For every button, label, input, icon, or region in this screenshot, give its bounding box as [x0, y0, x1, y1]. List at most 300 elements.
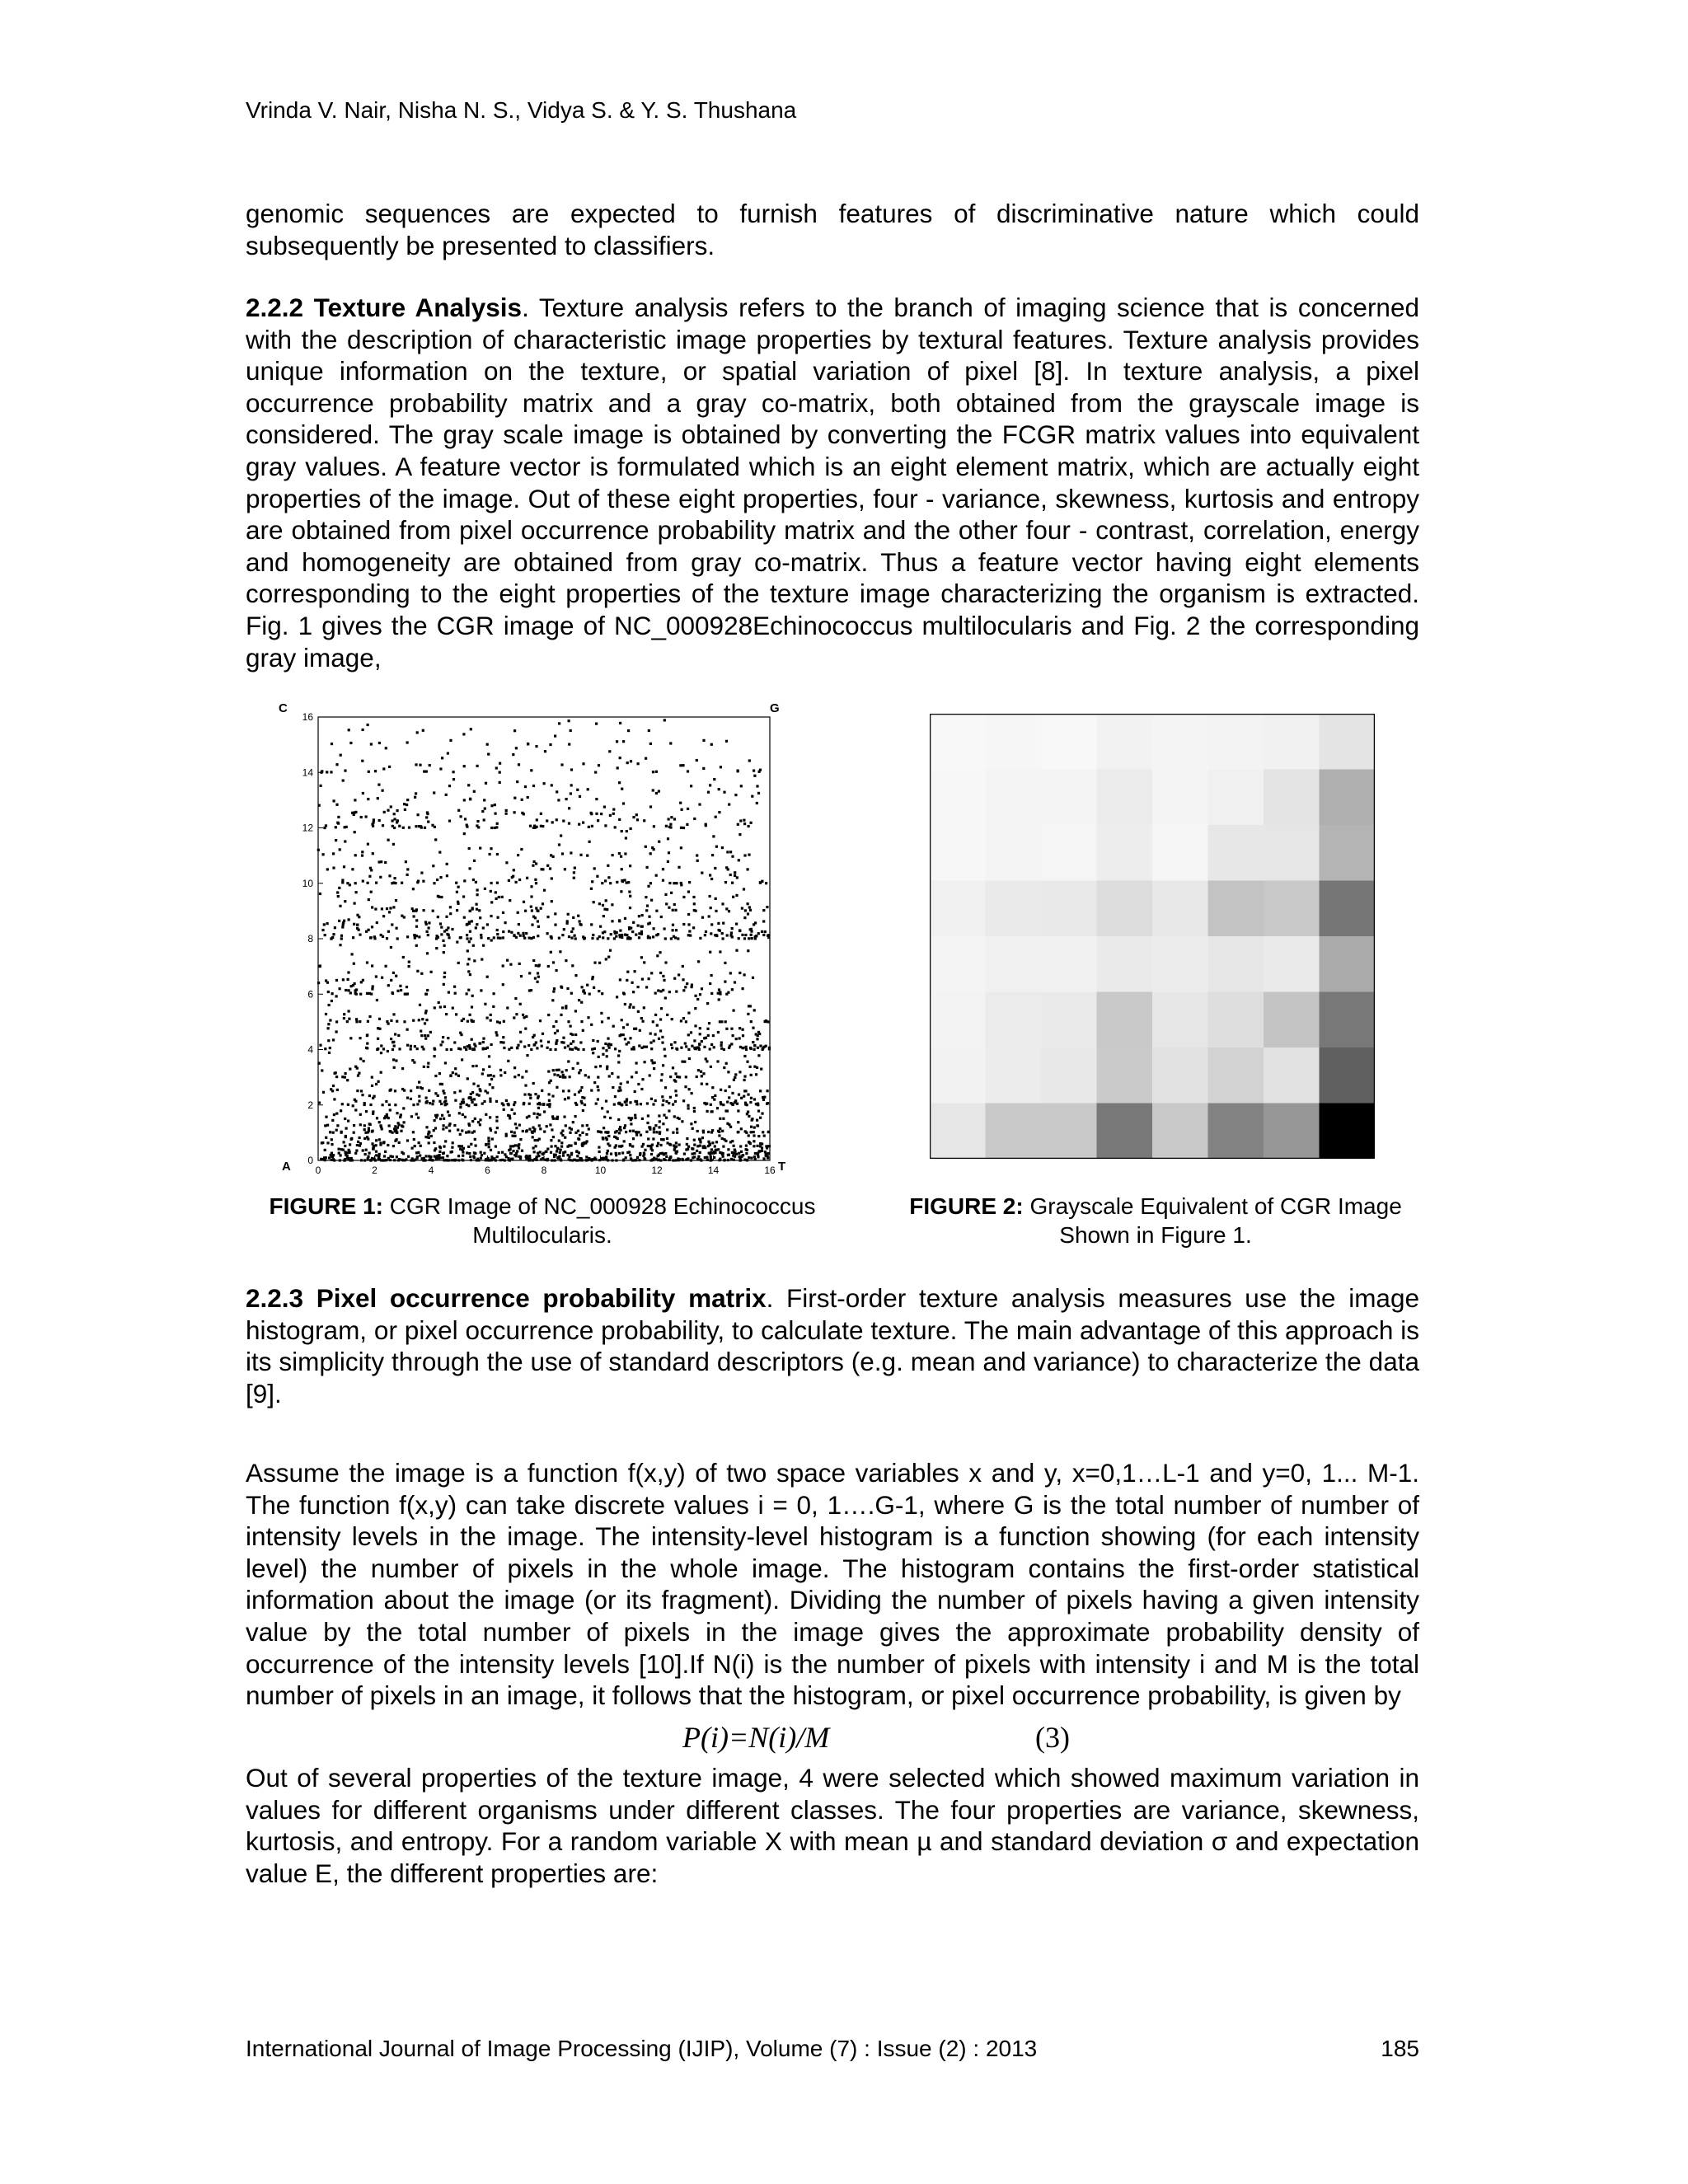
plot-point [753, 1009, 756, 1011]
plot-point [691, 1092, 693, 1094]
plot-point [755, 1103, 757, 1105]
plot-point [378, 819, 381, 822]
plot-point [655, 792, 658, 794]
plot-point [493, 992, 495, 995]
plot-point [645, 896, 647, 898]
plot-point [710, 1131, 713, 1133]
plot-point [445, 1013, 448, 1015]
plot-point [696, 854, 698, 856]
plot-point [600, 1012, 603, 1015]
plot-point [501, 896, 504, 898]
plot-point [422, 1047, 424, 1050]
plot-point [678, 1076, 681, 1078]
plot-point [532, 785, 535, 787]
plot-point [419, 1155, 421, 1157]
plot-point [673, 977, 676, 980]
plot-point [757, 1110, 760, 1113]
plot-point [556, 1069, 558, 1071]
plot-point [513, 1132, 516, 1134]
plot-point [733, 1010, 735, 1012]
plot-point [748, 937, 750, 940]
plot-point [495, 1116, 498, 1118]
plot-point [603, 915, 605, 917]
plot-point [731, 927, 734, 930]
plot-point [326, 868, 329, 870]
plot-point [425, 1097, 428, 1099]
plot-point [543, 1131, 546, 1133]
plot-point [458, 1112, 461, 1114]
plot-point [725, 1028, 728, 1030]
plot-point [360, 816, 363, 818]
plot-point [353, 963, 355, 965]
plot-point [761, 1142, 763, 1145]
plot-point [468, 1124, 471, 1127]
heatmap-cell [1264, 770, 1320, 826]
plot-point [599, 1065, 602, 1067]
plot-point [410, 1090, 412, 1092]
plot-point [701, 987, 703, 990]
plot-point [343, 865, 345, 868]
plot-point [666, 1128, 668, 1131]
plot-point [713, 1151, 715, 1153]
plot-point [322, 1091, 325, 1094]
plot-point [573, 877, 575, 879]
plot-point [335, 1076, 338, 1078]
plot-point [593, 962, 596, 964]
plot-point [629, 895, 631, 898]
plot-point [654, 992, 657, 995]
plot-point [495, 1034, 498, 1037]
plot-point [714, 1094, 716, 1097]
plot-point [389, 1130, 392, 1132]
plot-point [722, 937, 724, 940]
plot-point [727, 1148, 729, 1151]
plot-point [455, 1073, 457, 1076]
plot-point [642, 1143, 645, 1146]
plot-point [328, 1156, 331, 1159]
plot-point [443, 1124, 445, 1127]
plot-point [668, 991, 671, 993]
plot-point [587, 1016, 589, 1019]
plot-point [449, 1075, 452, 1077]
plot-point [338, 1152, 340, 1155]
plot-point [471, 1005, 473, 1008]
plot-point [410, 1045, 412, 1047]
plot-point [326, 1141, 329, 1144]
plot-point [715, 846, 718, 848]
plot-point [563, 928, 565, 930]
plot-point [750, 1020, 753, 1023]
plot-point [331, 1090, 334, 1092]
plot-point [451, 1151, 453, 1153]
heatmap-cell [1097, 1104, 1153, 1160]
plot-point [709, 1047, 711, 1050]
plot-point [406, 935, 409, 938]
plot-point [556, 1029, 559, 1032]
plot-point [382, 1104, 384, 1106]
plot-point [358, 1072, 360, 1075]
plot-point [731, 935, 734, 938]
plot-point [499, 1041, 502, 1043]
running-header: Vrinda V. Nair, Nisha N. S., Vidya S. & Y. S. Thushana [246, 97, 797, 123]
plot-point [762, 1131, 764, 1133]
plot-point [602, 1047, 604, 1049]
plot-point [744, 934, 747, 936]
plot-point [393, 1159, 396, 1161]
plot-point [457, 1075, 460, 1077]
plot-point [344, 1145, 346, 1147]
plot-point [701, 1137, 704, 1139]
plot-point [528, 1093, 530, 1095]
plot-point [336, 1089, 339, 1091]
plot-point [508, 930, 510, 933]
plot-point [744, 909, 747, 912]
plot-point [389, 1155, 392, 1157]
plot-point [740, 1151, 743, 1153]
plot-point [748, 854, 750, 856]
plot-point [618, 1086, 621, 1089]
plot-point [340, 1148, 343, 1151]
plot-point [338, 887, 340, 889]
plot-point [558, 937, 560, 940]
plot-point [731, 1103, 734, 1105]
heatmap-cell [1152, 881, 1208, 937]
plot-point [658, 1038, 660, 1040]
plot-point [654, 1033, 657, 1036]
plot-point [635, 813, 638, 816]
plot-point [627, 936, 630, 939]
plot-point [699, 993, 701, 996]
plot-point [708, 1022, 710, 1024]
plot-point [679, 802, 682, 804]
plot-point [603, 1157, 605, 1160]
plot-point [698, 1043, 701, 1046]
plot-point [509, 1148, 512, 1151]
plot-point [438, 1072, 441, 1075]
plot-point [473, 1098, 476, 1100]
heatmap-cell [1097, 770, 1153, 826]
plot-point [638, 1159, 640, 1161]
heatmap-cell [1264, 1104, 1320, 1160]
plot-point [490, 901, 493, 903]
plot-point [664, 937, 667, 940]
plot-point [740, 1127, 743, 1130]
plot-point [379, 876, 382, 879]
plot-point [568, 1090, 570, 1092]
plot-point [392, 819, 394, 822]
plot-point [502, 936, 504, 939]
plot-point [468, 940, 471, 943]
plot-point [566, 1146, 569, 1148]
plot-point [570, 1128, 573, 1131]
plot-point [339, 905, 341, 907]
heatmap-cell [930, 881, 986, 937]
plot-point [567, 1097, 570, 1099]
plot-point [729, 972, 732, 974]
plot-point [470, 728, 472, 730]
x-tick-label: 4 [428, 1165, 434, 1176]
plot-point [662, 1104, 664, 1106]
plot-point [746, 1113, 748, 1115]
plot-point [427, 1034, 429, 1037]
plot-point [639, 1029, 641, 1032]
plot-point [646, 1102, 649, 1104]
plot-point [636, 818, 639, 821]
heatmap-cell [930, 1047, 986, 1104]
plot-point [629, 1144, 631, 1146]
plot-point [575, 1151, 578, 1153]
plot-point [585, 1155, 588, 1158]
plot-point [449, 739, 452, 742]
plot-point [525, 1070, 528, 1072]
plot-point [424, 827, 426, 829]
plot-point [410, 1098, 412, 1100]
plot-point [607, 1131, 609, 1133]
plot-point [331, 743, 333, 745]
plot-point [380, 1044, 382, 1047]
plot-point [376, 921, 378, 924]
plot-point [536, 1116, 538, 1118]
plot-point [519, 935, 522, 937]
plot-point [661, 1095, 663, 1098]
plot-point [534, 977, 537, 980]
plot-point [721, 902, 724, 905]
plot-point [528, 1155, 531, 1157]
plot-point [652, 1137, 654, 1140]
plot-point [472, 879, 475, 881]
plot-point [490, 1078, 493, 1080]
plot-point [693, 1039, 696, 1042]
plot-point [655, 934, 658, 936]
plot-point [434, 1147, 437, 1150]
plot-point [331, 1000, 333, 1002]
plot-point [670, 937, 673, 940]
plot-point [710, 907, 712, 909]
plot-point [659, 1144, 662, 1146]
plot-point [688, 1088, 691, 1090]
plot-point [403, 1121, 406, 1123]
plot-point [738, 1071, 741, 1073]
plot-point [752, 1041, 754, 1043]
plot-point [462, 1147, 465, 1150]
plot-point [349, 742, 352, 744]
plot-point [655, 910, 658, 912]
plot-point [502, 912, 504, 914]
plot-point [375, 975, 377, 977]
plot-point [668, 1159, 670, 1161]
plot-point [482, 1041, 485, 1043]
plot-point [434, 1075, 437, 1077]
y-tick-label: 8 [307, 933, 313, 944]
plot-point [724, 881, 727, 883]
plot-point [537, 1103, 539, 1105]
plot-point [341, 926, 344, 928]
plot-point [711, 1141, 714, 1144]
plot-point [321, 1141, 323, 1144]
plot-point [543, 889, 546, 892]
plot-point [619, 722, 621, 724]
plot-point [443, 930, 446, 933]
plot-point [467, 1131, 470, 1133]
plot-point [346, 1020, 349, 1023]
plot-point [658, 1126, 660, 1128]
plot-point [743, 973, 746, 976]
plot-point [710, 743, 713, 746]
plot-point [551, 821, 554, 823]
plot-point [592, 934, 594, 936]
plot-point [625, 1131, 627, 1133]
plot-point [463, 879, 466, 882]
plot-point [354, 854, 357, 856]
plot-point [432, 910, 434, 912]
plot-point [534, 916, 537, 919]
heatmap-cell [1097, 992, 1153, 1048]
plot-point [716, 1060, 719, 1062]
heatmap-cell [1152, 1047, 1208, 1104]
plot-point [514, 1144, 517, 1146]
plot-point [624, 1101, 626, 1104]
plot-point [641, 914, 644, 916]
heatmap-cell [1320, 936, 1376, 992]
plot-point [546, 916, 549, 918]
heatmap-cell [1152, 714, 1208, 770]
plot-point [635, 1103, 638, 1105]
plot-point [324, 934, 326, 936]
plot-point [637, 925, 640, 927]
plot-point [663, 979, 665, 982]
plot-point [330, 937, 332, 940]
paragraph-histogram-definition: Assume the image is a function f(x,y) of two space variables x and y, x=0,1…L-1 and y=0, 1... M-1. The function f(x,y) can take discrete values i = 0, 1….G-1, where G is the total number of number of intensity levels in the image. The intensity-level histogram is a function showing (for each intensity level) the number of pixels in the whole image. The histogram contains the first-order statistical information about the image (or its fragment). Dividing the number of pixels having a given intensity value by the total number of pixels in the image gives the approximate probability density of occurrence of the intensity levels [10].If N(i) is the number of pixels with intensity i and M is the total number of pixels in an image, it follows that the histogram, or pixel occurrence probability, is given by [246, 1458, 1419, 1711]
plot-point [572, 1121, 574, 1123]
plot-point [719, 1118, 721, 1120]
plot-point [597, 1089, 599, 1091]
plot-point [663, 1055, 666, 1057]
plot-point [727, 1071, 729, 1073]
plot-point [392, 1048, 394, 1051]
plot-point [515, 747, 518, 749]
plot-point [462, 895, 465, 898]
plot-point [387, 1023, 390, 1025]
plot-point [577, 1137, 579, 1140]
plot-point [637, 1010, 640, 1013]
plot-point [344, 840, 346, 842]
x-tick-label: 8 [541, 1165, 547, 1176]
plot-point [375, 882, 377, 884]
plot-point [471, 1065, 474, 1067]
plot-point [371, 1085, 373, 1087]
plot-point [324, 1149, 326, 1151]
plot-point [579, 1134, 581, 1137]
plot-point [552, 1025, 555, 1028]
plot-point [533, 860, 536, 863]
plot-point [631, 1145, 634, 1147]
plot-point [674, 1090, 677, 1092]
plot-point [484, 808, 486, 810]
plot-point [662, 989, 664, 991]
plot-point [426, 952, 429, 954]
plot-point [720, 766, 722, 768]
plot-point [535, 907, 537, 909]
plot-point [664, 961, 667, 963]
plot-point [368, 1015, 371, 1018]
plot-point [674, 1100, 677, 1103]
plot-point [364, 1132, 367, 1134]
section-heading-pixel-occurrence: 2.2.3 Pixel occurrence probability matrix [246, 1283, 767, 1313]
plot-point [556, 1150, 558, 1152]
plot-point [750, 1074, 753, 1076]
plot-point [444, 1096, 447, 1099]
plot-point [742, 1029, 744, 1031]
plot-point [377, 1038, 379, 1040]
plot-point [367, 724, 369, 726]
plot-point [342, 923, 345, 926]
plot-point [669, 742, 672, 744]
plot-point [517, 1044, 519, 1047]
plot-point [496, 882, 499, 884]
heatmap-cell [1041, 881, 1097, 937]
plot-point [539, 1127, 542, 1130]
plot-point [415, 763, 417, 766]
plot-point [640, 1017, 643, 1019]
plot-point [738, 972, 741, 974]
plot-point [388, 766, 391, 768]
plot-point [537, 1152, 539, 1155]
plot-point [362, 792, 364, 794]
plot-point [464, 818, 467, 820]
plot-point [437, 916, 439, 918]
plot-point [612, 1025, 615, 1028]
plot-point [476, 888, 479, 891]
plot-point [692, 926, 695, 929]
plot-point [440, 926, 443, 929]
plot-point [687, 1146, 690, 1148]
plot-point [438, 1100, 441, 1103]
plot-point [344, 900, 346, 902]
plot-point [743, 888, 745, 890]
plot-point [356, 914, 359, 916]
plot-point [439, 922, 442, 925]
plot-point [561, 1071, 564, 1073]
figure-1-caption-label: FIGURE 1: [269, 1193, 383, 1219]
plot-point [622, 1159, 625, 1161]
plot-point [327, 1027, 330, 1029]
plot-point [331, 1143, 333, 1146]
plot-point [597, 819, 599, 822]
plot-point [634, 1114, 636, 1117]
section-heading-texture-analysis: 2.2.2 Texture Analysis [246, 293, 523, 322]
y-tick-label: 16 [302, 711, 313, 723]
plot-point [740, 785, 743, 787]
plot-point [735, 923, 738, 926]
plot-point [452, 1071, 454, 1074]
plot-point [349, 883, 351, 886]
plot-point [394, 1130, 396, 1132]
plot-point [638, 1131, 640, 1133]
plot-point [752, 1027, 754, 1029]
plot-point [759, 1117, 762, 1119]
plot-point [689, 935, 692, 937]
plot-point [425, 1010, 428, 1012]
plot-point [384, 1151, 387, 1153]
plot-point [473, 959, 476, 962]
plot-point [343, 1017, 345, 1019]
plot-point [510, 1131, 513, 1133]
plot-point [325, 979, 327, 982]
plot-point [354, 1152, 357, 1155]
plot-point [447, 926, 449, 929]
plot-point [420, 872, 423, 874]
plot-point [561, 1130, 564, 1132]
